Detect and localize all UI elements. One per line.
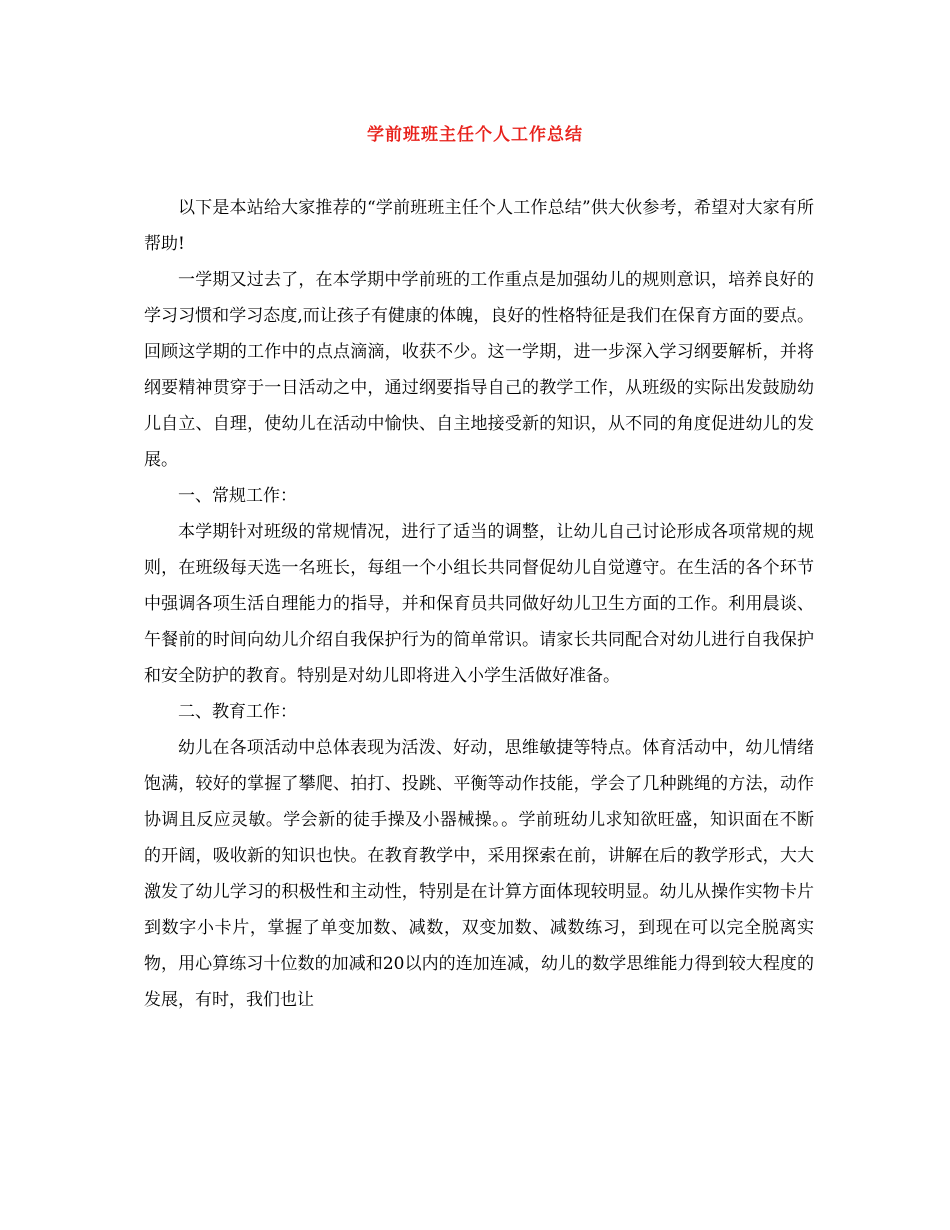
education-paragraph: 幼儿在各项活动中总体表现为活泼、好动，思维敏捷等特点。体育活动中，幼儿情绪饱满，较好的掌握了攀爬、拍打、投跳、平衡等动作技能，学会了几种跳绳的方法，动作协调且反应灵敏。学会新的徒手操及小器械操。。学前班幼儿求知欲旺盛，知识面在不断的开阔，吸收新的知识也快。在教育教学中，采用探索在前，讲解在后的教学形式，大大激发了幼儿学习的积极性和主动性，特别是在计算方面体现较明显。幼儿从操作实物卡片到数字小卡片，掌握了单变加数、减数，双变加数、减数练习，到现在可以完全脱离实物，用心算练习十位数的加减和20以内的连加连减，幼儿的数学思维能力得到较大程度的发展，有时，我们也让: [144, 738, 814, 1010]
section-heading-education: 二、教育工作：: [178, 702, 297, 722]
intro-paragraph: 以下是本站给大家推荐的“学前班班主任个人工作总结”供大伙参考，希望对大家有所帮助!: [144, 198, 814, 254]
summary-paragraph: 一学期又过去了，在本学期中学前班的工作重点是加强幼儿的规则意识，培养良好的学习习惯和学习态度,而让孩子有健康的体魄，良好的性格特征是我们在保育方面的要点。回顾这学期的工作中的点点滴滴，收获不少。这一学期，进一步深入学习纲要解析，并将纲要精神贯穿于一日活动之中，通过纲要指导自己的教学工作，从班级的实际出发鼓励幼儿自立、自理，使幼儿在活动中愉快、自主地接受新的知识，从不同的角度促进幼儿的发展。: [144, 270, 814, 470]
routine-paragraph: 本学期针对班级的常规情况，进行了适当的调整，让幼儿自己讨论形成各项常规的规则，在班级每天选一名班长，每组一个小组长共同督促幼儿自觉遵守。在生活的各个环节中强调各项生活自理能力的指导，并和保育员共同做好幼儿卫生方面的工作。利用晨谈、午餐前的时间向幼儿介绍自我保护行为的简单常识。请家长共同配合对幼儿进行自我保护和安全防护的教育。特别是对幼儿即将进入小学生活做好准备。: [144, 522, 814, 686]
section-heading-routine: 一、常规工作：: [178, 486, 297, 506]
document-body: [144, 190, 814, 1018]
document-title: 学前班班主任个人工作总结: [367, 125, 583, 145]
